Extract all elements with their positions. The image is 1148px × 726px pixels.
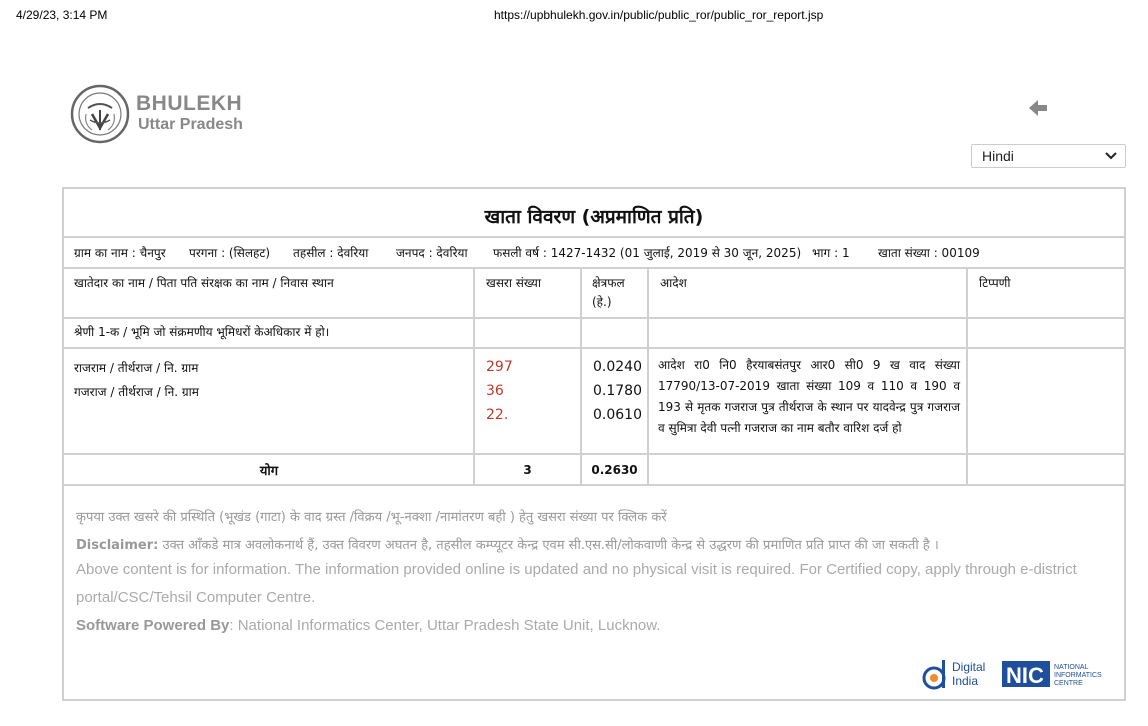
total-label: योग <box>259 464 279 479</box>
nic-text-3: CENTRE <box>1054 680 1083 687</box>
khata-report <box>62 187 1126 701</box>
meta-tehsil: तहसील : देवरिया <box>293 246 369 260</box>
column-divider <box>647 267 649 484</box>
column-header-owner: खातेदार का नाम / पिता पति संरक्षक का नाम / निवास स्थान <box>74 276 334 290</box>
brand-title: BHULEKH <box>136 92 243 115</box>
meta-fasli: फसली वर्ष : 1427-1432 (01 जुलाई, 2019 से 30 जून, 2025) <box>493 246 802 260</box>
report-title: खाता विवरण (अप्रमाणित प्रति) <box>484 206 704 228</box>
column-divider <box>473 267 475 484</box>
disclaimer-english: Above content is for information. The information provided online is updated and no physical visit is required. For Certified copy, apply through e-district portal/CSC/Tehsil Computer Centre. <box>76 561 1077 606</box>
category-label: श्रेणी 1-क / भूमि जो संक्रमणीय भूमिधरों केअधिकार में हो। <box>74 325 330 339</box>
column-header-order: आदेश <box>660 276 687 290</box>
column-header-area-line2: (हे.) <box>592 295 612 309</box>
divider <box>64 317 1124 319</box>
column-header-khasra: खसरा संख्या <box>486 276 541 290</box>
digital-india-text-1: Digital <box>952 660 986 674</box>
column-header-area-line1: क्षेत्रफल <box>592 276 625 290</box>
meta-village: ग्राम का नाम : चैनपुर <box>74 246 166 260</box>
khasra-click-note: कृपया उक्त खसरे की प्रस्थिति (भूखंड (गाटा) के वाद ग्रस्त /विक्रय /भू-नक्शा /नामांतरण बही ) हेतु खसरा संख्या पर क्लिक करें <box>76 510 667 525</box>
divider <box>64 347 1124 349</box>
digital-india-logo[interactable] <box>922 658 988 692</box>
khasra-link[interactable]: 22. <box>486 407 509 423</box>
bhulekh-logo[interactable] <box>70 84 243 144</box>
total-area: 0.2630 <box>591 463 638 477</box>
nic-text-2: INFORMATICS <box>1054 672 1102 679</box>
meta-district: जनपद : देवरिया <box>396 246 468 260</box>
print-datetime: 4/29/23, 3:14 PM <box>16 8 108 22</box>
column-header-area <box>592 274 625 312</box>
order-text: आदेश रा0 नि0 हैरयाबसंतपुर आर0 सी0 9 ख वाद संख्या 17790/13-07-2019 खाता संख्या 109 व 110 व 190 व 193 से मृतक गजराज पुत्र तीर्थराज के स्थान पर यादवेन्द्र पुत्र गजराज व सुमित्रा देवी पत्नी गजराज का नाम बतौर वारिश दर्ज हो <box>658 358 960 435</box>
disclaimer-hindi <box>76 535 1116 553</box>
brand-subtitle: Uttar Pradesh <box>138 116 243 133</box>
powered-by <box>76 612 1116 640</box>
digital-india-text-2: India <box>952 674 979 688</box>
total-count: 3 <box>523 463 532 477</box>
owner-row: गजराज / तीर्थराज / नि. ग्राम <box>74 385 199 399</box>
meta-bhag: भाग : 1 <box>812 246 850 260</box>
disclaimer-hindi-text: उक्त आँकडे मात्र अवलोकनार्थ हैं, उक्त विवरण अघतन है, तहसील कम्प्यूटर केन्द्र एवम सी.एस.सी/लोकवाणी केन्द्र से उद्धरण की प्रमाणित प्रति प्राप्त की जा सकती है । <box>162 538 939 553</box>
meta-khata: खाता संख्या : 00109 <box>878 246 980 260</box>
area-value: 0.1780 <box>593 383 642 399</box>
divider <box>64 453 1124 455</box>
column-header-remark: टिप्पणी <box>979 276 1011 290</box>
owner-row: राजराम / तीर्थराज / नि. ग्राम <box>74 361 199 375</box>
powered-label: Software Powered By <box>76 617 230 634</box>
print-url: https://upbhulekh.gov.in/public/public_ror/public_ror_report.jsp <box>494 8 824 22</box>
powered-text: : National Informatics Center, Uttar Pradesh State Unit, Lucknow. <box>229 617 661 634</box>
nic-logo[interactable] <box>1002 659 1114 689</box>
chevron-down-icon <box>1105 152 1117 160</box>
back-arrow-icon[interactable] <box>1026 96 1050 120</box>
khasra-link[interactable]: 297 <box>486 359 513 375</box>
divider <box>64 484 1124 486</box>
column-divider <box>966 267 968 484</box>
meta-pargana: परगना : (सिलहट) <box>189 246 271 260</box>
nic-short-text: NIC <box>1006 663 1044 688</box>
khasra-link[interactable]: 36 <box>486 383 504 399</box>
column-divider <box>580 267 582 484</box>
area-value: 0.0610 <box>593 407 642 423</box>
disclaimer-label: Disclaimer: <box>76 538 159 553</box>
divider <box>64 236 1124 238</box>
nic-text-1: NATIONAL <box>1054 664 1089 671</box>
language-selected-value: Hindi <box>982 148 1014 164</box>
up-emblem-icon <box>70 84 130 144</box>
area-value: 0.0240 <box>593 359 642 375</box>
language-select[interactable] <box>971 144 1126 168</box>
divider <box>64 267 1124 269</box>
